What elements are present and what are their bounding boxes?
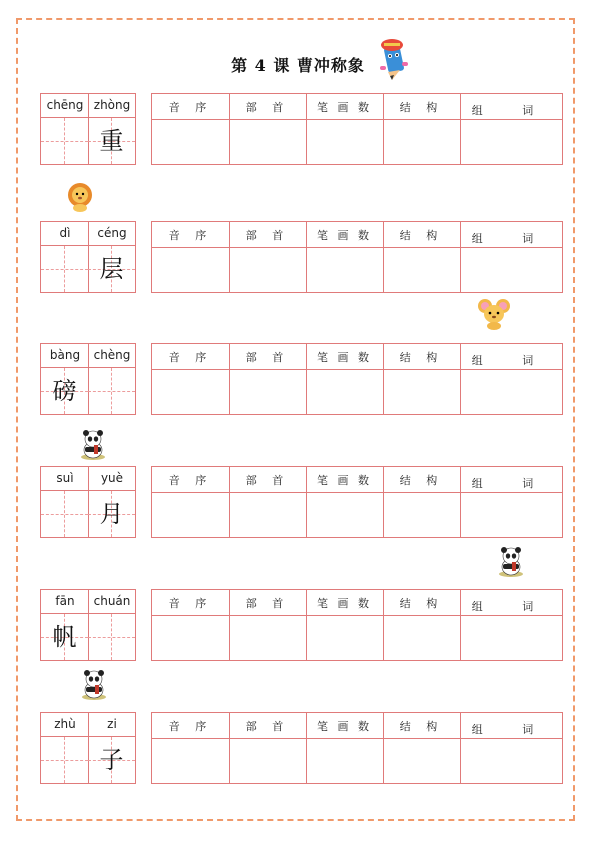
writing-cell-left[interactable] <box>41 246 88 292</box>
hanzi-right: 重 <box>99 127 124 155</box>
header-yinxu: 音 序 <box>168 351 213 364</box>
panda-icon <box>80 669 108 701</box>
header-jiegou: 结 构 <box>399 474 444 487</box>
lion-icon <box>66 182 94 212</box>
word-row <box>0 221 596 296</box>
word-row <box>0 589 596 664</box>
header-bushou: 部 首 <box>245 101 290 114</box>
header-yinxu: 音 序 <box>168 101 213 114</box>
header-zuci: 组 词 <box>471 104 552 117</box>
analysis-table <box>151 221 563 293</box>
pencil-mascot-icon <box>374 36 416 80</box>
writing-cell-left[interactable] <box>41 491 88 537</box>
hanzi-right: 子 <box>99 746 124 774</box>
header-yinxu: 音 序 <box>168 597 213 610</box>
header-bushou: 部 首 <box>245 474 290 487</box>
writing-cell-right[interactable] <box>88 737 135 783</box>
character-grid <box>40 466 136 538</box>
header-bihuashu: 笔 画 数 <box>317 229 372 242</box>
header-jiegou: 结 构 <box>399 597 444 610</box>
word-row <box>0 343 596 418</box>
analysis-table <box>151 466 563 538</box>
header-yinxu: 音 序 <box>168 720 213 733</box>
header-bihuashu: 笔 画 数 <box>317 474 372 487</box>
header-bushou: 部 首 <box>245 351 290 364</box>
page-title: 第 4 课 曹冲称象 <box>231 56 365 75</box>
pinyin-left: bàng <box>49 348 81 362</box>
pinyin-right: céng <box>97 226 127 240</box>
pinyin-left: suì <box>56 471 74 485</box>
writing-cell-left[interactable] <box>41 118 88 164</box>
writing-cell-left[interactable] <box>41 614 88 660</box>
header-zuci: 组 词 <box>471 354 552 367</box>
pinyin-right: chuán <box>93 594 131 608</box>
hanzi-right: 月 <box>99 500 124 528</box>
pinyin-left: fān <box>55 594 75 608</box>
writing-cell-right[interactable] <box>88 368 135 414</box>
header-zuci: 组 词 <box>471 723 552 736</box>
word-row <box>0 466 596 541</box>
header-zuci: 组 词 <box>471 477 552 490</box>
writing-cell-right[interactable] <box>88 246 135 292</box>
panda-icon <box>79 429 107 461</box>
header-bihuashu: 笔 画 数 <box>317 101 372 114</box>
hanzi-left: 磅 <box>52 377 77 405</box>
pinyin-right: zhòng <box>93 98 131 112</box>
header-bihuashu: 笔 画 数 <box>317 597 372 610</box>
header-yinxu: 音 序 <box>168 474 213 487</box>
character-grid <box>40 589 136 661</box>
header-jiegou: 结 构 <box>399 720 444 733</box>
header-bushou: 部 首 <box>245 597 290 610</box>
character-grid <box>40 221 136 293</box>
pinyin-left: dì <box>59 226 71 240</box>
header-bihuashu: 笔 画 数 <box>317 351 372 364</box>
writing-cell-left[interactable] <box>41 737 88 783</box>
hanzi-left: 帆 <box>52 623 77 651</box>
writing-cell-right[interactable] <box>88 118 135 164</box>
pinyin-right: chèng <box>93 348 131 362</box>
header-yinxu: 音 序 <box>168 229 213 242</box>
analysis-table <box>151 93 563 165</box>
word-row <box>0 93 596 168</box>
header-jiegou: 结 构 <box>399 351 444 364</box>
analysis-table <box>151 343 563 415</box>
pinyin-right: zi <box>107 717 117 731</box>
pinyin-left: chēng <box>46 98 84 112</box>
character-grid <box>40 93 136 165</box>
header-bihuashu: 笔 画 数 <box>317 720 372 733</box>
pinyin-left: zhù <box>54 717 76 731</box>
hanzi-right: 层 <box>99 255 124 283</box>
analysis-table <box>151 712 563 784</box>
writing-cell-left[interactable] <box>41 368 88 414</box>
header-zuci: 组 词 <box>471 600 552 613</box>
character-grid <box>40 343 136 415</box>
header-jiegou: 结 构 <box>399 229 444 242</box>
character-grid <box>40 712 136 784</box>
writing-cell-right[interactable] <box>88 614 135 660</box>
header-bushou: 部 首 <box>245 720 290 733</box>
pinyin-right: yuè <box>100 471 124 485</box>
word-row <box>0 712 596 787</box>
panda-icon <box>497 546 525 578</box>
header-bushou: 部 首 <box>245 229 290 242</box>
header-zuci: 组 词 <box>471 232 552 245</box>
mouse-icon <box>477 298 511 330</box>
writing-cell-right[interactable] <box>88 491 135 537</box>
analysis-table <box>151 589 563 661</box>
header-jiegou: 结 构 <box>399 101 444 114</box>
